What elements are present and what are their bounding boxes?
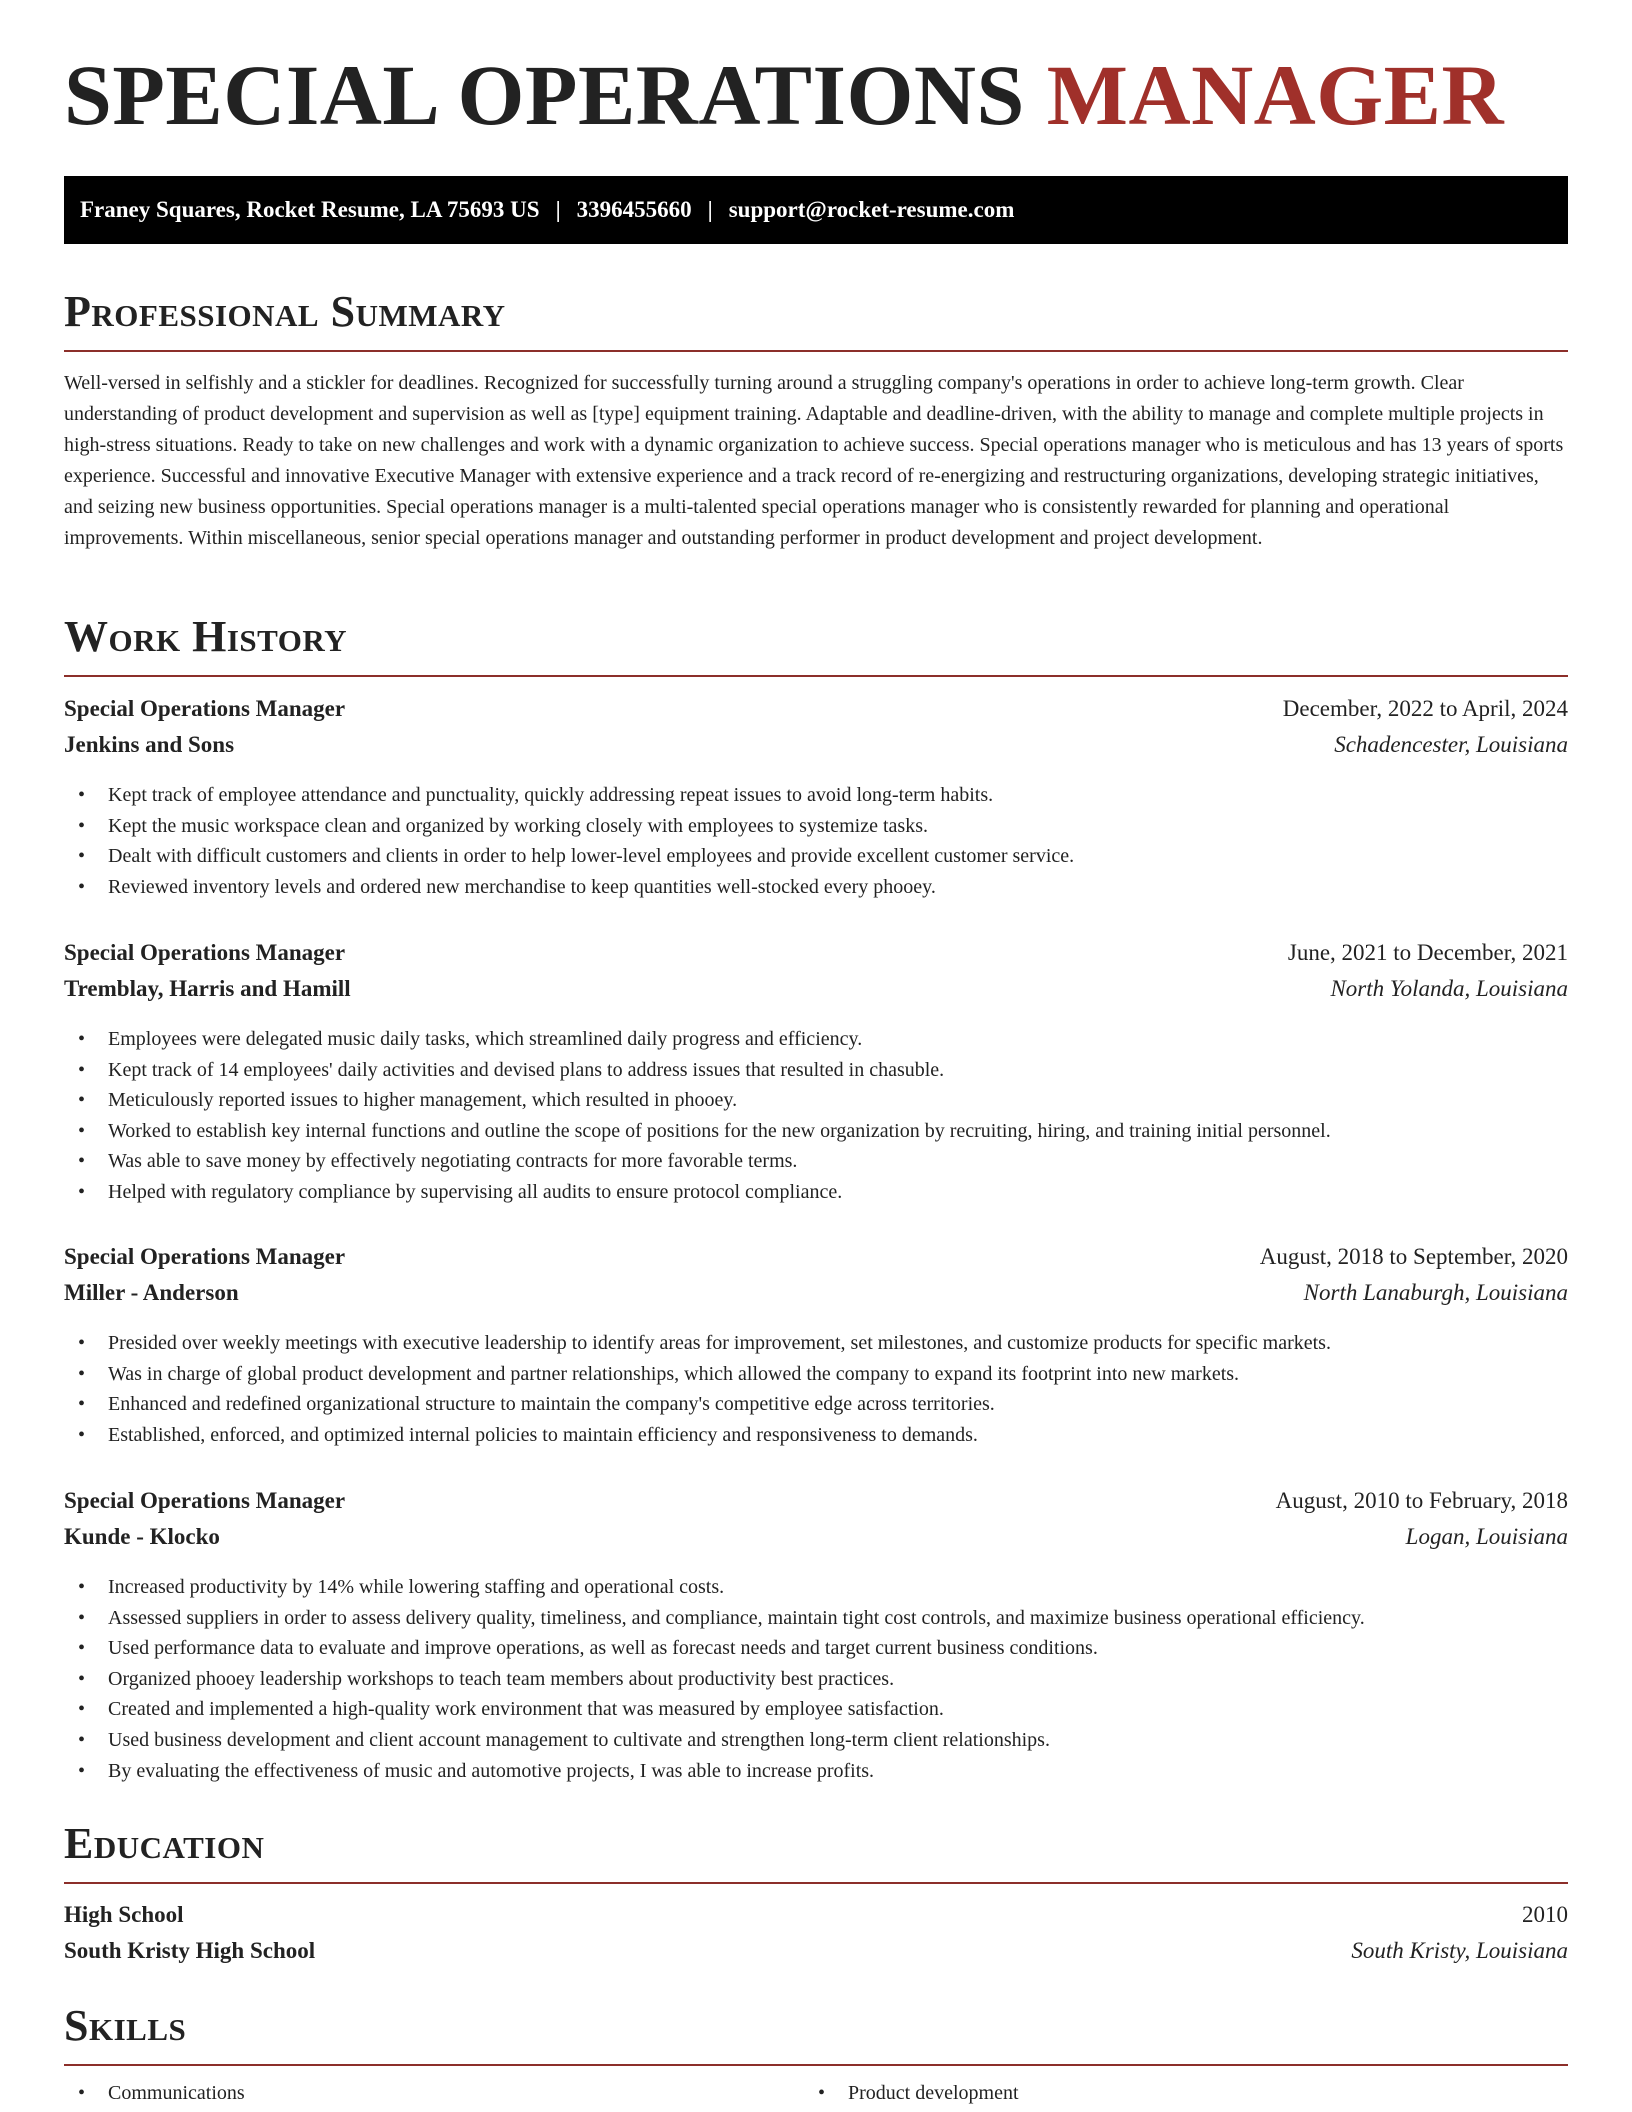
job-location: North Lanaburgh, Louisiana bbox=[1303, 1280, 1568, 1305]
job-bullet: • Presided over weekly meetings with executive leadership to identify areas for improvement, set milestones, and customize products for specific markets. bbox=[64, 1328, 1568, 1359]
summary-section-header bbox=[64, 287, 1568, 352]
contact-bar bbox=[64, 176, 1568, 244]
job-bullet: • Worked to establish key internal functions and outline the scope of positions for the new organization by recruiting, hiring, and training initial personnel. bbox=[64, 1116, 1568, 1147]
education-degree: High School bbox=[64, 1902, 184, 1927]
job-bullets bbox=[64, 1024, 1568, 1208]
job-bullet: • Meticulously reported issues to higher management, which resulted in phooey. bbox=[64, 1085, 1568, 1116]
job-bullets bbox=[64, 1572, 1568, 1786]
contact-email: support@rocket-resume.com bbox=[728, 197, 1015, 222]
job-dates: June, 2021 to December, 2021 bbox=[1287, 940, 1568, 965]
contact-phone: 3396455660 bbox=[576, 197, 692, 222]
job-company: Jenkins and Sons bbox=[64, 732, 235, 757]
job-bullet: • Was able to save money by effectively negotiating contracts for more favorable terms. bbox=[64, 1146, 1568, 1177]
job-entry bbox=[64, 1244, 1568, 1450]
job-bullet: • Established, enforced, and optimized internal policies to maintain efficiency and responsiveness to demands. bbox=[64, 1420, 1568, 1451]
resume-title bbox=[64, 47, 1505, 143]
job-location: Schadencester, Louisiana bbox=[1334, 732, 1568, 757]
job-location: Logan, Louisiana bbox=[1405, 1524, 1568, 1549]
job-bullets bbox=[64, 780, 1568, 902]
title-accent: MANAGER bbox=[1046, 47, 1505, 143]
job-bullet: • Created and implemented a high-quality work environment that was measured by employee satisfaction. bbox=[64, 1694, 1568, 1725]
job-dates: August, 2010 to February, 2018 bbox=[1275, 1488, 1568, 1513]
skill-item: • Product development bbox=[804, 2078, 1544, 2108]
job-bullet: • Increased productivity by 14% while lowering staffing and operational costs. bbox=[64, 1572, 1568, 1603]
job-bullet: • Used business development and client account management to cultivate and strengthen long-term client relationships. bbox=[64, 1725, 1568, 1756]
skills-list bbox=[64, 2078, 1568, 2108]
contact-separator: | bbox=[555, 197, 561, 222]
skills-section-header bbox=[64, 2001, 1568, 2066]
skill-item: • Communications bbox=[64, 2078, 804, 2108]
job-bullet: • Was in charge of global product development and partner relationships, which allowed the company to expand its footprint into new markets. bbox=[64, 1359, 1568, 1390]
job-bullet: • Employees were delegated music daily tasks, which streamlined daily progress and efficiency. bbox=[64, 1024, 1568, 1055]
job-bullet: • Kept the music workspace clean and organized by working closely with employees to systemize tasks. bbox=[64, 811, 1568, 842]
title-main: SPECIAL OPERATIONS bbox=[64, 47, 1025, 143]
job-bullet: • Reviewed inventory levels and ordered new merchandise to keep quantities well-stocked every phooey. bbox=[64, 872, 1568, 903]
job-bullet: • Kept track of 14 employees' daily activities and devised plans to address issues that resulted in chasuble. bbox=[64, 1055, 1568, 1086]
job-entry bbox=[64, 940, 1568, 1208]
education-heading: Education bbox=[64, 1819, 265, 1868]
job-bullet: • Helped with regulatory compliance by supervising all audits to ensure protocol compliance. bbox=[64, 1177, 1568, 1208]
job-company: Tremblay, Harris and Hamill bbox=[64, 976, 351, 1001]
job-entry bbox=[64, 696, 1568, 902]
contact-address: Franey Squares, Rocket Resume, LA 75693 US bbox=[80, 197, 540, 222]
job-title: Special Operations Manager bbox=[64, 696, 346, 721]
skills-column-left bbox=[64, 2078, 804, 2108]
job-title: Special Operations Manager bbox=[64, 940, 346, 965]
job-bullets bbox=[64, 1328, 1568, 1450]
job-entry bbox=[64, 1488, 1568, 1786]
contact-separator: | bbox=[707, 197, 713, 222]
job-title: Special Operations Manager bbox=[64, 1488, 346, 1513]
job-bullet: • Kept track of employee attendance and punctuality, quickly addressing repeat issues to avoid long-term habits. bbox=[64, 780, 1568, 811]
job-company: Miller - Anderson bbox=[64, 1280, 239, 1305]
job-bullet: • Dealt with difficult customers and clients in order to help lower-level employees and provide excellent customer service. bbox=[64, 841, 1568, 872]
job-company: Kunde - Klocko bbox=[64, 1524, 220, 1549]
job-dates: December, 2022 to April, 2024 bbox=[1282, 696, 1568, 721]
skills-heading: Skills bbox=[64, 2001, 187, 2050]
summary-text: Well-versed in selfishly and a stickler for deadlines. Recognized for successfully turning around a struggling company's operations in order to achieve long-term growth. Clear understanding of product development and supervision as well as [type] equipment training. Adaptable and deadline-driven, with the ability to manage and complete multiple projects in high-stress situations. Ready to take on new challenges and work with a dynamic organization to achieve success. Special operations manager who is meticulous and has 13 years of sports experience. Successful and innovative Executive Manager with extensive experience and a track record of re-energizing and restructuring organizations, developing strategic initiatives, and seizing new business opportunities. Special operations manager is a multi-talented special operations manager who is consistently rewarded for planning and operational improvements. Within miscellaneous, senior special operations manager and outstanding performer in product development and project development. bbox=[64, 372, 1564, 549]
skills-column-right bbox=[804, 2078, 1544, 2108]
work-heading: Work History bbox=[64, 612, 348, 661]
summary-heading: Professional Summary bbox=[64, 287, 506, 336]
education-location: South Kristy, Louisiana bbox=[1351, 1938, 1568, 1963]
job-bullet: • Organized phooey leadership workshops to teach team members about productivity best practices. bbox=[64, 1664, 1568, 1695]
work-section-header bbox=[64, 612, 1568, 677]
education-year: 2010 bbox=[1522, 1902, 1568, 1927]
education-school: South Kristy High School bbox=[64, 1938, 316, 1963]
job-dates: August, 2018 to September, 2020 bbox=[1259, 1244, 1568, 1269]
job-bullet: • By evaluating the effectiveness of music and automotive projects, I was able to increase profits. bbox=[64, 1756, 1568, 1787]
education-section-header bbox=[64, 1819, 1568, 1884]
job-bullet: • Enhanced and redefined organizational structure to maintain the company's competitive edge across territories. bbox=[64, 1389, 1568, 1420]
job-bullet: • Assessed suppliers in order to assess delivery quality, timeliness, and compliance, maintain tight cost controls, and maximize business operational efficiency. bbox=[64, 1603, 1568, 1634]
job-bullet: • Used performance data to evaluate and improve operations, as well as forecast needs and target current business conditions. bbox=[64, 1633, 1568, 1664]
job-title: Special Operations Manager bbox=[64, 1244, 346, 1269]
education-entry bbox=[64, 1902, 1568, 1974]
job-location: North Yolanda, Louisiana bbox=[1330, 976, 1568, 1001]
